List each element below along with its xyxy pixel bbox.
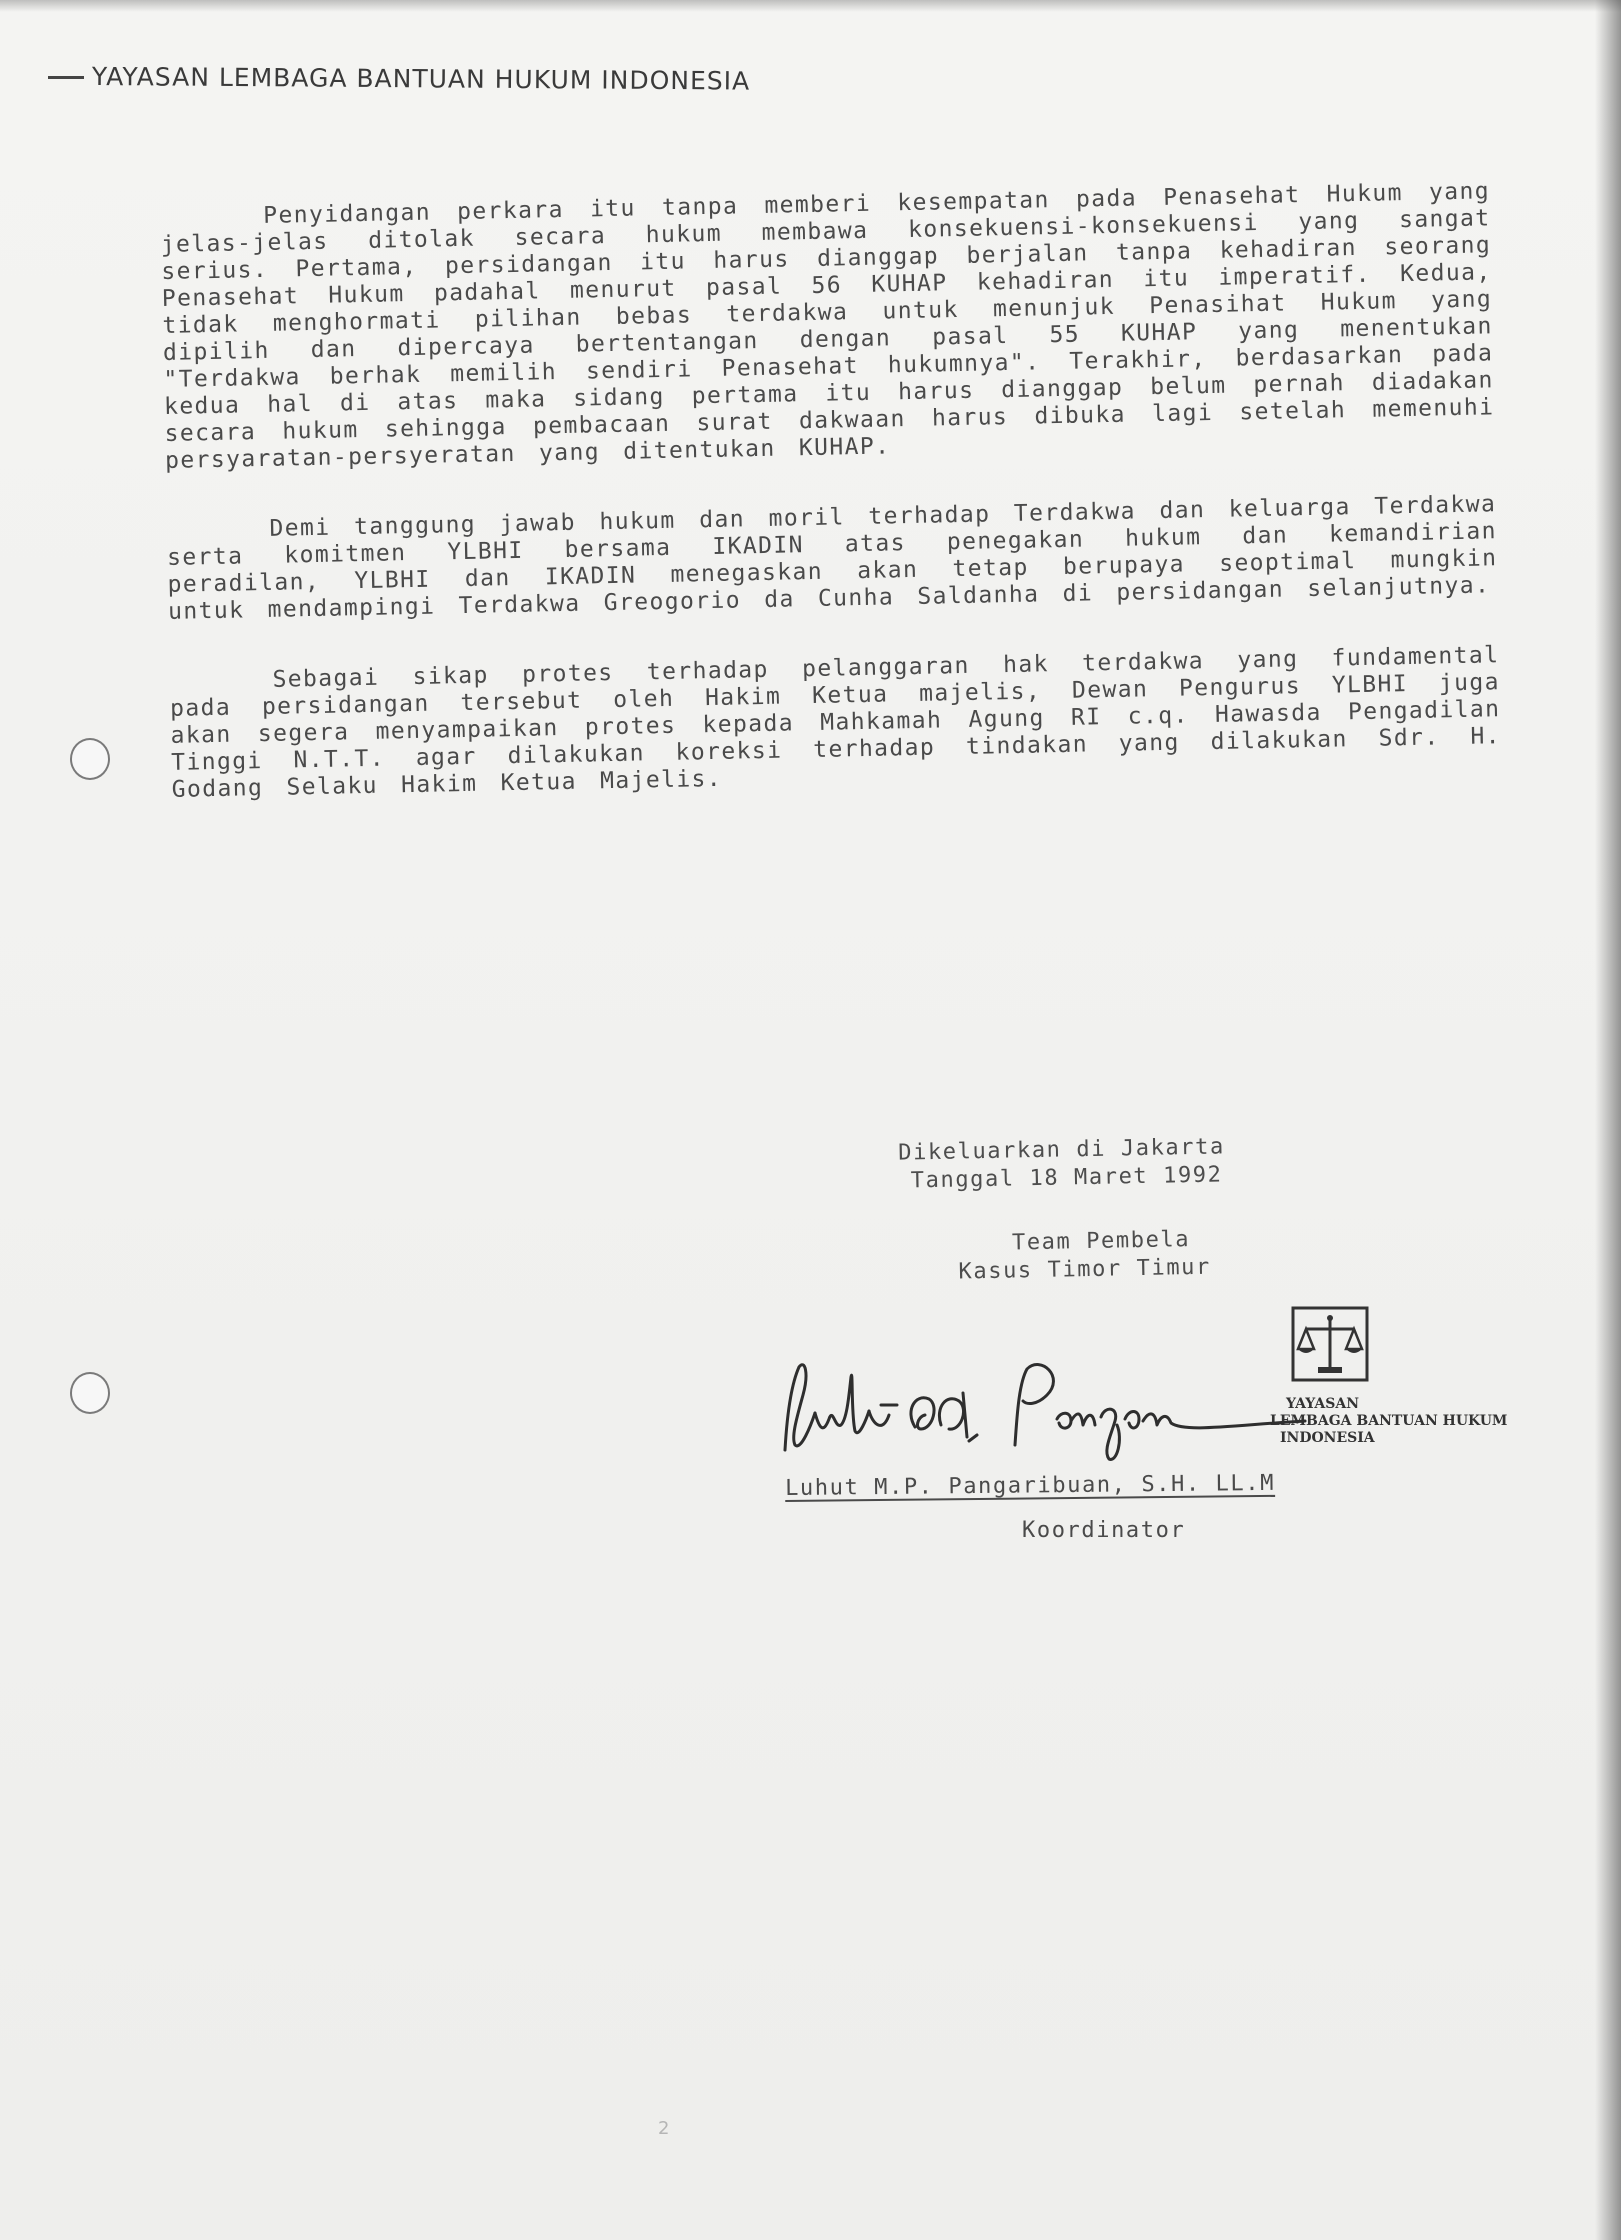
letterhead-organization: YAYASAN LEMBAGA BANTUAN HUKUM INDONESIA xyxy=(91,62,751,96)
issued-date: Tanggal 18 Maret 1992 xyxy=(910,1162,1223,1194)
handwritten-signature xyxy=(765,1355,1325,1465)
body-paragraph-1: Penyidangan perkara itu tanpa memberi kesempatan pada Penasehat Hukum yang jelas-jelas ditolak secara hukum membawa konsekuensi-konsekuensi yang sangat serius. Pertama, persidangan itu harus dianggap berjalan tanpa kehadiran seorang Penasehat Hukum padahal menurut pasal 56 KUHAP kehadiran itu imperatif. Kedua, tidak menghormati pilihan bebas terdakwa untuk menunjuk Penasihat Hukum yang dipilih dan dipercaya bertentangan dengan pasal 55 KUHAP yang menentukan "Terdakwa berhak memilih sendiri Penasehat hukumnya". Terakhir, berdasarkan pada kedua hal di atas maka sidang pertama itu harus dianggap belum pernah diadakan secara hukum sehingga pembacaan surat dakwaan harus dibuka lagi setelah memenuhi persyaratan-persyeratan yang ditentukan KUHAP. xyxy=(160,178,1495,474)
signatory-name: Luhut M.P. Pangaribuan, S.H. LL.M xyxy=(785,1470,1276,1501)
stamp-line-2: LEMBAGA BANTUAN HUKUM xyxy=(1270,1413,1508,1429)
closing-block xyxy=(880,1130,1403,1288)
case-name: Kasus Timor Timur xyxy=(958,1254,1212,1285)
letterhead-dash xyxy=(48,76,84,79)
scan-edge-shadow xyxy=(1595,0,1621,2240)
team-name: Team Pembela xyxy=(1011,1227,1191,1256)
stamp-line-3: INDONESIA xyxy=(1280,1430,1375,1446)
signatory-role: Koordinator xyxy=(1022,1518,1186,1543)
page-footer-mark: 2 xyxy=(658,2118,670,2139)
punch-hole-lower xyxy=(70,1372,110,1414)
stamp-line-1: YAYASAN xyxy=(1286,1396,1359,1412)
body-paragraph-3: Sebagai sikap protes terhadap pelanggaran hak terdakwa yang fundamental pada persidangan tersebut oleh Hakim Ketua majelis, Dewan Pengurus YLBHI juga akan segera menyampaikan protes kepada Mahkamah Agung RI c.q. Hawasda Pengadilan Tinggi N.T.T. agar dilakukan koreksi terhadap tindakan yang dilakukan Sdr. H. Godang Selaku Hakim Ketua Majelis. xyxy=(169,642,1502,803)
scan-top-shadow xyxy=(0,0,1621,12)
issued-location: Dikeluarkan di Jakarta xyxy=(898,1134,1226,1166)
punch-hole-upper xyxy=(70,738,110,780)
letter-body xyxy=(160,178,1502,804)
body-paragraph-2: Demi tanggung jawab hukum dan moril terhadap Terdakwa dan keluarga Terdakwa serta komitmen YLBHI bersama IKADIN atas penegakan hukum dan kemandirian peradilan, YLBHI dan IKADIN menegaskan akan tetap berupaya seoptimal mungkin untuk mendampingi Terdakwa Greogorio da Cunha Saldanha di persidangan selanjutnya. xyxy=(166,491,1498,625)
